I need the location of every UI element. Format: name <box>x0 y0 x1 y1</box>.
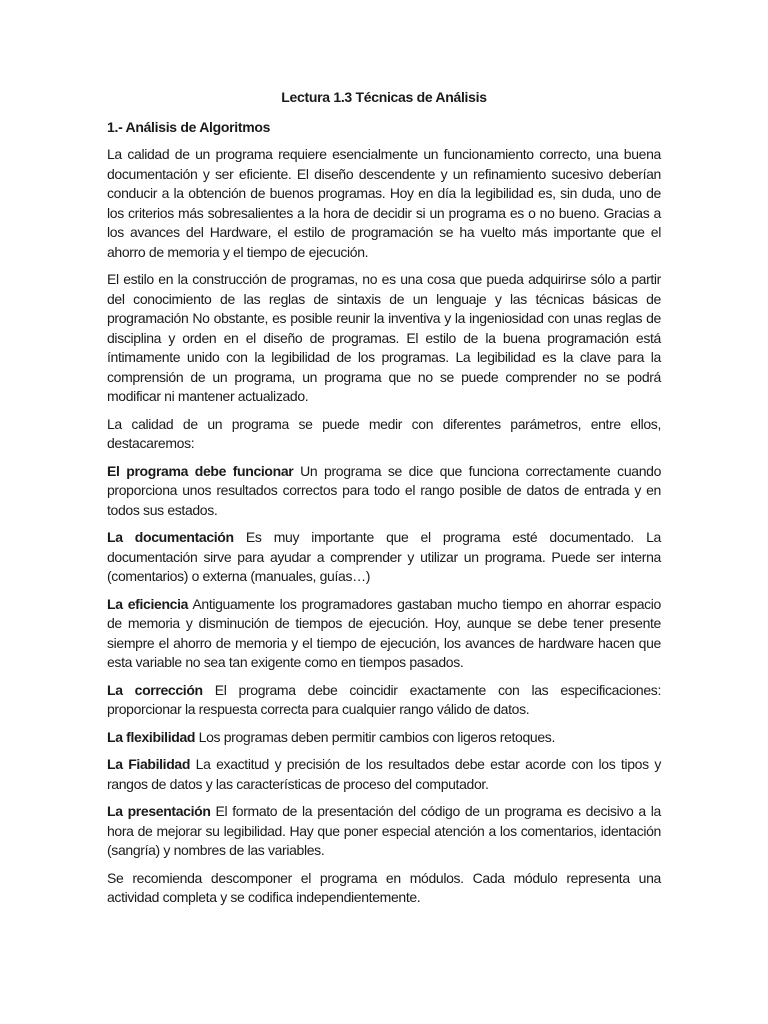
parameter-paragraph-documentacion <box>107 528 661 587</box>
parameter-paragraph-eficiencia <box>107 595 661 673</box>
parameter-text: El formato de la presentación del código de un programa es decisivo a la hora de mejorar su legibilidad. Hay que poner especial atención a los comentarios, identación (sangría) y nombres de las variables. <box>107 803 661 858</box>
parameter-term: La presentación <box>107 803 211 819</box>
parameter-paragraph-presentacion <box>107 802 661 861</box>
parameter-paragraph-correccion <box>107 681 661 720</box>
closing-paragraph: Se recomienda descomponer el programa en módulos. Cada módulo representa una actividad completa y se codifica independientemente. <box>107 869 661 905</box>
document-page <box>107 88 661 916</box>
parameter-paragraph-fiabilidad <box>107 755 661 794</box>
intro-paragraph-1: La calidad de un programa requiere esencialmente un funcionamiento correcto, una buena documentación y ser eficiente. El diseño descendente y un refinamiento sucesivo deberían conducir a la obtención de buenos programas. Hoy en día la legibilidad es, sin duda, uno de los criterios más sobresalientes a la hora de decidir si un programa es o no bueno. Gracias a los avances del Hardware, el estilo de programación se ha vuelto más importante que el ahorro de memoria y el tiempo de ejecución. <box>107 146 661 260</box>
parameter-text: Antiguamente los programadores gastaban mucho tiempo en ahorrar espacio de memoria y disminución de tiempos de ejecución. Hoy, aunque se debe tener presente siempre el ahorro de memoria y el tiempo de ejecución, los avances de hardware hacen que esta variable no sea tan exigente como en tiempos pasados. <box>107 595 661 670</box>
parameter-text: La exactitud y precisión de los resultados debe estar acorde con los tipos y rangos de datos y las características de proceso del computador. <box>107 756 661 792</box>
parameter-paragraph-funcionar <box>107 462 661 521</box>
parameter-text: Un programa se dice que funciona correctamente cuando proporciona unos resultados correctos para todo el rango posible de datos de entrada y en todos sus estados. <box>107 462 662 518</box>
parameter-term: El programa debe funcionar <box>107 462 294 479</box>
section-heading: 1.- Análisis de Algoritmos <box>107 118 271 135</box>
parameter-text: El programa debe coincidir exactamente con las especificaciones: proporcionar la respuesta correcta para cualquier rango válido de datos. <box>107 681 661 717</box>
parameter-term: La documentación <box>107 529 234 545</box>
parameter-text: Los programas deben permitir cambios con ligeros retoques. <box>195 728 555 745</box>
parameter-term: La eficiencia <box>107 595 189 612</box>
parameter-term: La flexibilidad <box>107 728 196 745</box>
parameter-paragraph-flexibilidad <box>107 728 661 748</box>
intro-paragraph-2: El estilo en la construcción de programas, no es una cosa que pueda adquirirse sólo a partir del conocimiento de las reglas de sintaxis de un lenguaje y las técnicas básicas de programación No obstante, es posible reunir la inventiva y la ingeniosidad con unas reglas de disciplina y orden en el diseño de programas. El estilo de la buena programación está íntimamente unido con la legibilidad de los programas. La legibilidad es la clave para la comprensión de un programa, un programa que no se puede comprender no se podrá modificar ni mantener actualizado. <box>107 271 661 404</box>
parameter-term: La Fiabilidad <box>107 756 191 772</box>
parameter-text: Es muy importante que el programa esté documentado. La documentación sirve para ayudar a comprender y utilizar un programa. Puede ser interna (comentarios) o externa (manuales, guías…) <box>107 529 661 584</box>
parameter-term: La corrección <box>107 681 203 698</box>
document-title: Lectura 1.3 Técnicas de Análisis <box>281 89 487 105</box>
intro-paragraph-3: La calidad de un programa se puede medir con diferentes parámetros, entre ellos, destacaremos: <box>107 415 661 451</box>
